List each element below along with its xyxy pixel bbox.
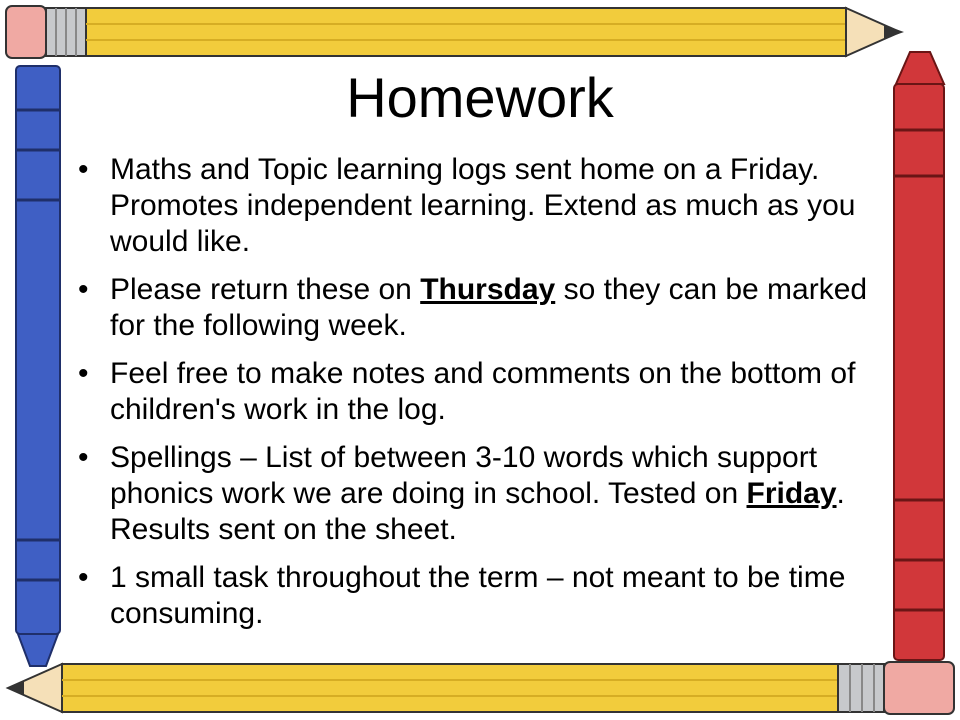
emphasized-day: Friday	[746, 477, 837, 510]
bullet-item	[72, 440, 872, 548]
bullet-item	[72, 152, 872, 260]
bullet-list	[72, 152, 872, 644]
slide-title: Homework	[346, 66, 614, 129]
bullet-item	[72, 560, 872, 632]
bullet-text-after: . Results sent on the sheet.	[110, 477, 845, 546]
bullet-text: Maths and Topic learning logs sent home on a Friday. Promotes independent learning. Extend as much as you would like.	[110, 153, 856, 258]
bullet-item	[72, 272, 872, 344]
bullet-item	[72, 356, 872, 428]
red-crayon-icon	[894, 52, 944, 660]
bullet-text-after: so they can be marked for the following week.	[110, 273, 868, 342]
bullet-text: 1 small task throughout the term – not meant to be time consuming.	[110, 561, 846, 630]
top-pencil-icon	[6, 6, 904, 58]
blue-crayon-icon	[16, 66, 60, 666]
bullet-text-before: Please return these on	[110, 273, 421, 306]
bullet-text: Feel free to make notes and comments on the bottom of children's work in the log.	[110, 357, 856, 426]
emphasized-day: Thursday	[420, 273, 556, 306]
bullet-text-before: Spellings – List of between 3-10 words which support phonics work we are doing in school. Tested on	[110, 441, 818, 510]
bottom-pencil-icon	[6, 662, 954, 714]
